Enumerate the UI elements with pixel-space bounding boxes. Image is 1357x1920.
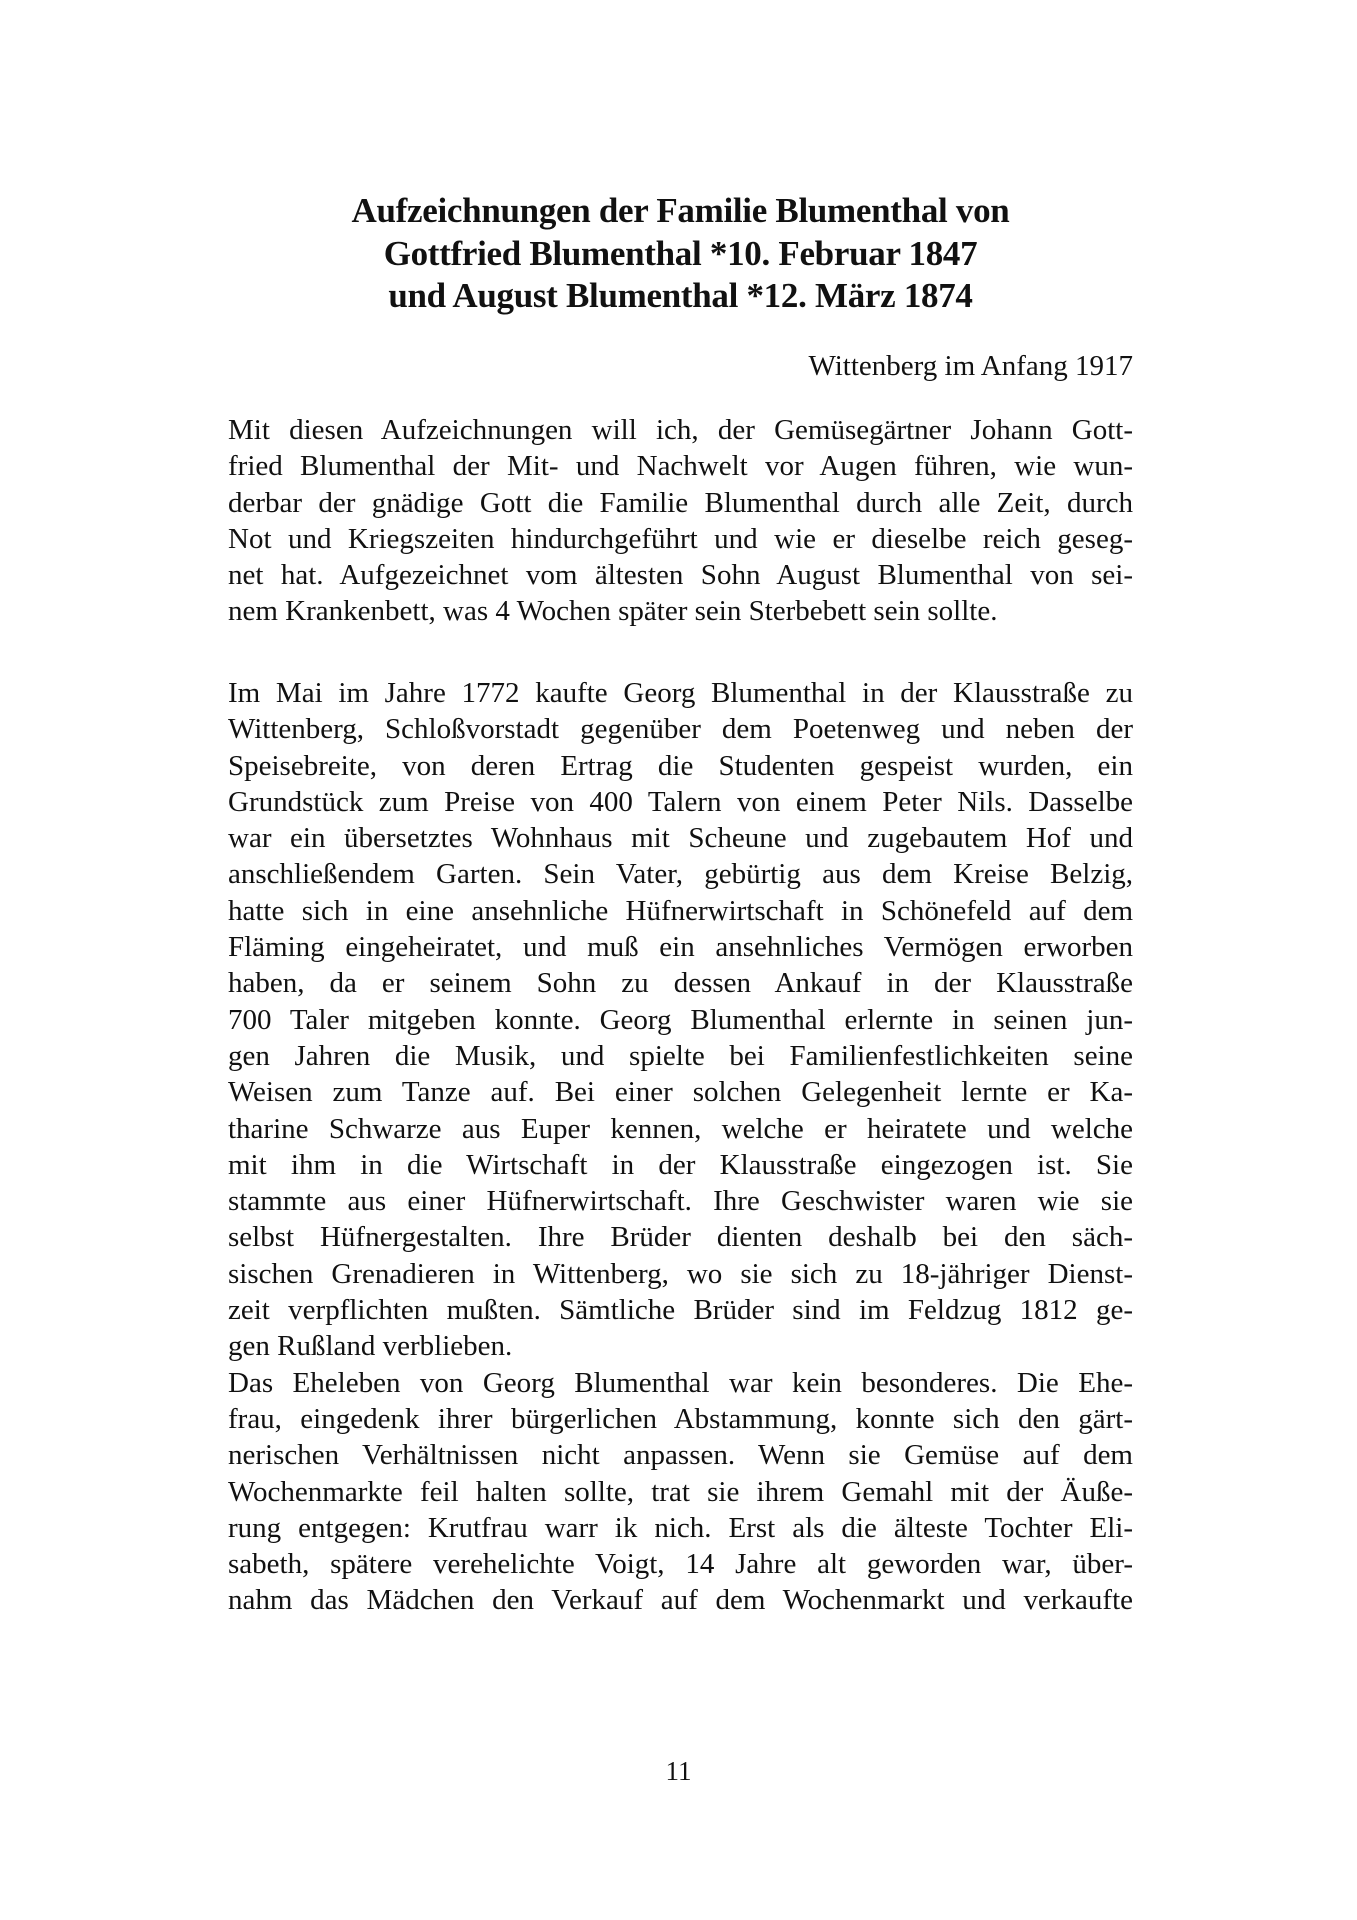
text-line: tharine Schwarze aus Euper kennen, welche er heiratete und welche [228, 1112, 1133, 1145]
text-line: mit ihm in die Wirtschaft in der Klausstraße eingezogen ist. Sie [228, 1148, 1133, 1181]
text-line: Das Eheleben von Georg Blumenthal war kein besonderes. Die Ehe- [228, 1366, 1133, 1399]
text-line: anschließendem Garten. Sein Vater, gebürtig aus dem Kreise Belzig, [228, 858, 1133, 891]
text-line: hatte sich in eine ansehnliche Hüfnerwirtschaft in Schönefeld auf dem [228, 894, 1133, 927]
text-line: Speisebreite, von deren Ertrag die Studenten gespeist wurden, ein [228, 749, 1133, 782]
text-line: Not und Kriegszeiten hindurchgeführt und wie er dieselbe reich geseg- [228, 522, 1133, 555]
text-line: Grundstück zum Preise von 400 Talern von einem Peter Nils. Dasselbe [228, 785, 1133, 818]
text-line: nahm das Mädchen den Verkauf auf dem Wochenmarkt und verkaufte [228, 1584, 1133, 1617]
page-number: 11 [665, 1756, 692, 1786]
title-line-2: Gottfried Blumenthal *10. Februar 1847 [383, 233, 978, 273]
text-line: nem Krankenbett, was 4 Wochen später sein Sterbebett sein sollte. [228, 595, 998, 628]
text-line: Mit diesen Aufzeichnungen will ich, der Gemüsegärtner Johann Gott- [228, 414, 1133, 446]
title-line-3: und August Blumenthal *12. März 1874 [388, 276, 973, 315]
text-line: sischen Grenadieren in Wittenberg, wo sie sich zu 18-jähriger Dienst- [228, 1257, 1133, 1290]
text-line: Wittenberg, Schloßvorstadt gegenüber dem Poetenweg und neben der [228, 713, 1133, 746]
text-line: gen Jahren die Musik, und spielte bei Familienfestlichkeiten seine [228, 1039, 1133, 1072]
text-line: sabeth, spätere verehelichte Voigt, 14 Jahre alt geworden war, über- [228, 1548, 1133, 1581]
text-line: Im Mai im Jahre 1772 kaufte Georg Blumenthal in der Klausstraße zu [228, 677, 1133, 709]
text-line: derbar der gnädige Gott die Familie Blumenthal durch alle Zeit, durch [228, 486, 1133, 519]
text-line: frau, eingedenk ihrer bürgerlichen Abstammung, konnte sich den gärt- [228, 1402, 1133, 1435]
dateline: Wittenberg im Anfang 1917 [808, 350, 1133, 382]
text-line: haben, da er seinem Sohn zu dessen Ankauf in der Klausstraße [228, 967, 1133, 1000]
text-line: 700 Taler mitgeben konnte. Georg Blumenthal erlernte in seinen jun- [228, 1003, 1133, 1036]
page-title [228, 190, 1133, 318]
text-line: net hat. Aufgezeichnet vom ältesten Sohn August Blumenthal von sei- [228, 559, 1133, 592]
text-line: gen Rußland verblieben. [228, 1330, 513, 1363]
text-line: stammte aus einer Hüfnerwirtschaft. Ihre Geschwister waren wie sie [228, 1185, 1133, 1218]
text-line: Wochenmarkte feil halten sollte, trat sie ihrem Gemahl mit der Äuße- [228, 1475, 1133, 1508]
text-line: fried Blumenthal der Mit- und Nachwelt vor Augen führen, wie wun- [228, 450, 1133, 483]
text-line: selbst Hüfnergestalten. Ihre Brüder dienten deshalb bei den säch- [228, 1221, 1133, 1254]
text-line: Weisen zum Tanze auf. Bei einer solchen Gelegenheit lernte er Ka- [228, 1076, 1133, 1109]
text-line: nerischen Verhältnissen nicht anpassen. Wenn sie Gemüse auf dem [228, 1439, 1133, 1472]
text-line: war ein übersetztes Wohnhaus mit Scheune und zugebautem Hof und [228, 822, 1133, 855]
text-line: rung entgegen: Krutfrau warr ik nich. Erst als die älteste Tochter Eli- [228, 1511, 1133, 1544]
title-line-1: Aufzeichnungen der Familie Blumenthal von [351, 191, 1010, 230]
paragraph-intro [228, 412, 1133, 630]
text-line: zeit verpflichten mußten. Sämtliche Brüder sind im Feldzug 1812 ge- [228, 1294, 1133, 1327]
text-line: Fläming eingeheiratet, und muß ein ansehnliches Vermögen erworben [228, 931, 1133, 964]
paragraph-history [228, 675, 1133, 1619]
